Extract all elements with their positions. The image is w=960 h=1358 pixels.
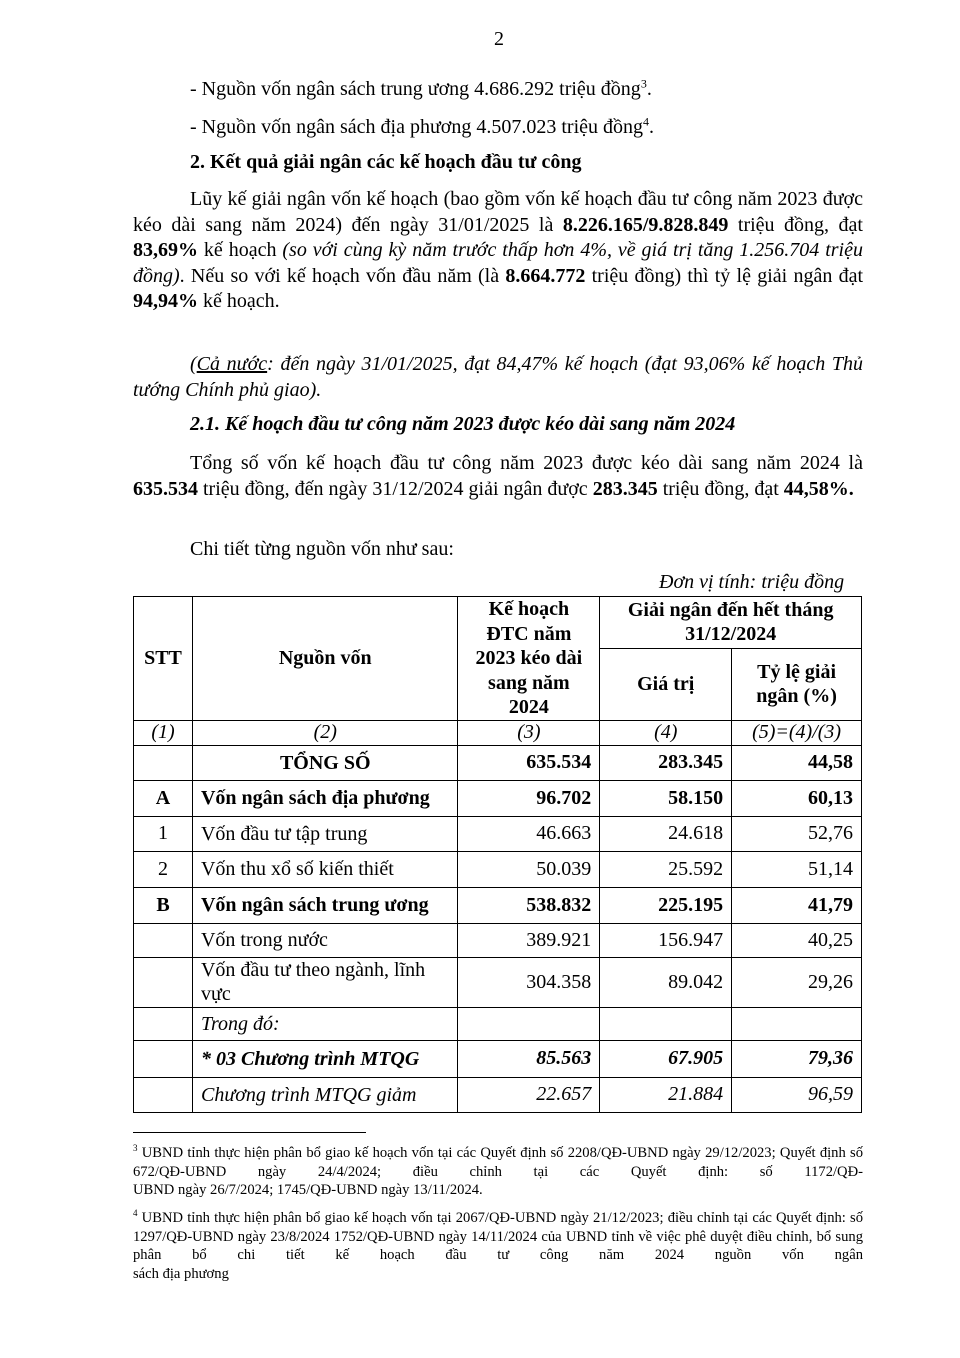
header-disbursed: Giải ngân đến hết tháng 31/12/2024 xyxy=(600,597,862,649)
table-row xyxy=(134,887,862,923)
bullet-central-budget: - Nguồn vốn ngân sách trung ương 4.686.292 triệu đồng$^3$. xyxy=(190,76,652,100)
row-value-cell: 156.947 xyxy=(600,923,732,957)
row-value-cell: 225.195 xyxy=(600,887,732,923)
row-plan-cell: 46.663 xyxy=(458,816,600,851)
section-2-1-paragraph: Tổng số vốn kế hoạch đầu tư công năm 2023 được kéo dài sang năm 2024 là 635.534 triệu đồng, đến ngày 31/12/2024 giải ngân được 283.345 triệu đồng, đạt 44,58%. xyxy=(133,452,863,500)
row-value-cell xyxy=(600,1007,732,1040)
row-stt-cell: 1 xyxy=(134,816,193,851)
row-source-cell: Trong đó: xyxy=(192,1007,457,1040)
row-stt-cell xyxy=(134,923,193,957)
footnote-3: $^3$ UBND tỉnh thực hiện phân bổ giao kế hoạch vốn tại các Quyết định số 2208/QĐ-UBND ngày 29/12/2023; Quyết định số 672/QĐ-UBND ngày 24/4/2024; điều chỉnh tại các Quyết định: số 1172/QĐ- UBND ngày 26/7/2024; 1745/QĐ-UBND ngày 13/11/2024. xyxy=(133,1143,863,1198)
table-row xyxy=(134,851,862,887)
header-stt: STT xyxy=(134,597,193,721)
row-source-cell: * 03 Chương trình MTQG xyxy=(192,1040,457,1077)
disbursement-table xyxy=(133,596,862,1113)
section-2-heading: 2. Kết quả giải ngân các kế hoạch đầu tư công xyxy=(190,151,582,173)
table-row xyxy=(134,816,862,851)
table-row xyxy=(134,957,862,1007)
header-value: Giá trị xyxy=(600,648,732,720)
row-stt-cell xyxy=(134,1077,193,1112)
page-number: 2 xyxy=(494,28,504,50)
index-cell: (2) xyxy=(192,720,457,745)
row-rate-cell: 79,36 xyxy=(732,1040,862,1077)
index-row xyxy=(134,720,862,745)
row-plan-cell: 96.702 xyxy=(458,780,600,816)
table-row xyxy=(134,1077,862,1112)
footnote-4: $^4$ UBND tỉnh thực hiện phân bổ giao kế hoạch vốn tại 2067/QĐ-UBND ngày 21/12/2023; điều chỉnh tại các Quyết định: số 1297/QĐ-UBND ngày 23/8/2024 1752/QĐ-UBND ngày 14/11/2024 của UBND tỉnh về việc phê duyệt điều chỉnh, bổ sung phân bổ chi tiết kế hoạch đầu tư công năm 2024 nguồn vốn ngân sách địa phương xyxy=(133,1208,863,1282)
row-value-cell: 24.618 xyxy=(600,816,732,851)
index-cell: (5)=(4)/(3) xyxy=(732,720,862,745)
index-cell: (4) xyxy=(600,720,732,745)
row-source-cell: Vốn đầu tư tập trung xyxy=(192,816,457,851)
row-stt-cell xyxy=(134,1040,193,1077)
row-rate-cell: 52,76 xyxy=(732,816,862,851)
row-plan-cell: 85.563 xyxy=(458,1040,600,1077)
table-row xyxy=(134,745,862,780)
header-row-1 xyxy=(134,597,862,649)
row-stt-cell: 2 xyxy=(134,851,193,887)
bullet-local-budget: - Nguồn vốn ngân sách địa phương 4.507.023 triệu đồng$^4$. xyxy=(190,114,655,138)
row-plan-cell: 538.832 xyxy=(458,887,600,923)
row-plan-cell: 22.657 xyxy=(458,1077,600,1112)
table-row xyxy=(134,780,862,816)
row-source-cell: Vốn ngân sách địa phương xyxy=(192,780,457,816)
row-value-cell: 25.592 xyxy=(600,851,732,887)
row-plan-cell: 389.921 xyxy=(458,923,600,957)
index-cell: (1) xyxy=(134,720,193,745)
detail-intro: Chi tiết từng nguồn vốn như sau: xyxy=(190,538,454,560)
row-rate-cell xyxy=(732,1007,862,1040)
row-stt-cell: B xyxy=(134,887,193,923)
row-source-cell: Vốn thu xổ số kiến thiết xyxy=(192,851,457,887)
row-rate-cell: 41,79 xyxy=(732,887,862,923)
table-row xyxy=(134,1007,862,1040)
header-plan: Kế hoạch ĐTC năm 2023 kéo dài sang năm 2024 xyxy=(458,597,600,721)
row-rate-cell: 60,13 xyxy=(732,780,862,816)
table-row xyxy=(134,923,862,957)
row-rate-cell: 96,59 xyxy=(732,1077,862,1112)
row-source-cell: TỔNG SỐ xyxy=(192,745,457,780)
row-source-cell: Chương trình MTQG giảm xyxy=(192,1077,457,1112)
row-source-cell: Vốn đầu tư theo ngành, lĩnh vực xyxy=(192,957,457,1007)
row-value-cell: 58.150 xyxy=(600,780,732,816)
row-plan-cell: 304.358 xyxy=(458,957,600,1007)
row-plan-cell xyxy=(458,1007,600,1040)
row-stt-cell: A xyxy=(134,780,193,816)
index-cell: (3) xyxy=(458,720,600,745)
header-rate: Tỷ lệ giải ngân (%) xyxy=(732,648,862,720)
row-stt-cell xyxy=(134,1007,193,1040)
row-stt-cell xyxy=(134,745,193,780)
row-value-cell: 89.042 xyxy=(600,957,732,1007)
header-source: Nguồn vốn xyxy=(192,597,457,721)
row-plan-cell: 50.039 xyxy=(458,851,600,887)
row-rate-cell: 29,26 xyxy=(732,957,862,1007)
section-2-1-heading: 2.1. Kế hoạch đầu tư công năm 2023 được kéo dài sang năm 2024 xyxy=(190,413,736,435)
row-rate-cell: 40,25 xyxy=(732,923,862,957)
row-plan-cell: 635.534 xyxy=(458,745,600,780)
row-rate-cell: 51,14 xyxy=(732,851,862,887)
section-2-paragraph: Lũy kế giải ngân vốn kế hoạch (bao gồm vốn kế hoạch đầu tư công năm 2023 được kéo dài sang năm 2024) đến ngày 31/01/2025 là 8.226.165/9.828.849 triệu đồng, đạt 83,69% kế hoạch (so với cùng kỳ năm trước thấp hơn 4%, về giá trị tăng 1.256.704 triệu đồng). Nếu so với kế hoạch vốn đầu năm (là 8.664.772 triệu đồng) thì tỷ lệ giải ngân đạt 94,94% kế hoạch. xyxy=(133,188,863,312)
row-source-cell: Vốn trong nước xyxy=(192,923,457,957)
row-value-cell: 283.345 xyxy=(600,745,732,780)
table-row xyxy=(134,1040,862,1077)
row-stt-cell xyxy=(134,957,193,1007)
row-value-cell: 67.905 xyxy=(600,1040,732,1077)
footnote-separator xyxy=(133,1132,366,1133)
row-rate-cell: 44,58 xyxy=(732,745,862,780)
row-source-cell: Vốn ngân sách trung ương xyxy=(192,887,457,923)
national-comparison-note: (Cả nước: đến ngày 31/01/2025, đạt 84,47% kế hoạch (đạt 93,06% kế hoạch Thủ tướng Chính phủ giao). xyxy=(133,353,863,401)
row-value-cell: 21.884 xyxy=(600,1077,732,1112)
unit-label: Đơn vị tính: triệu đồng xyxy=(659,571,845,593)
